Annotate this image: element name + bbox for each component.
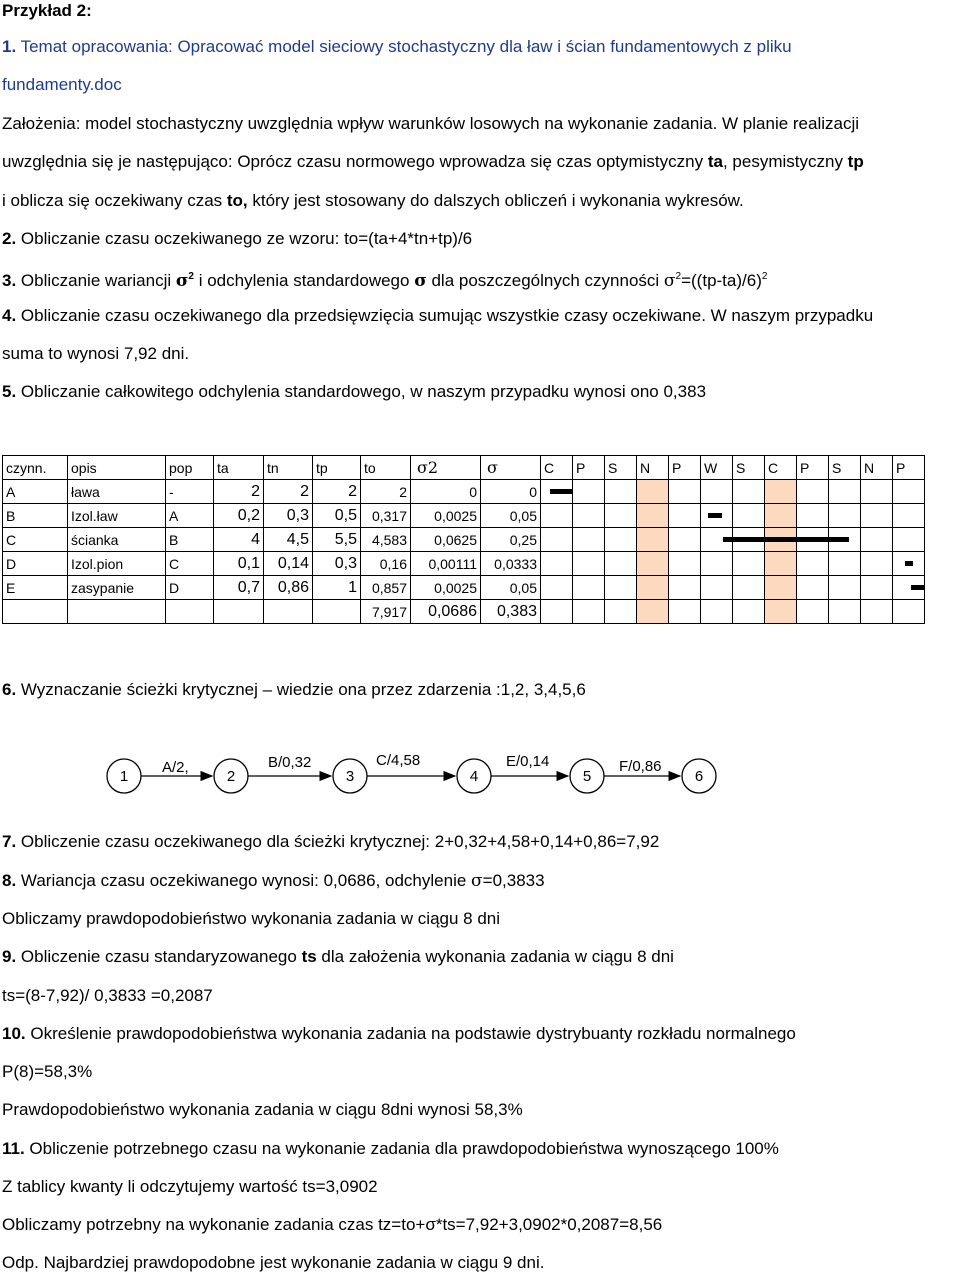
table-row: A ława - 2 2 2 2 0 0	[3, 480, 925, 504]
event-node-label: 5	[582, 768, 592, 785]
probability-intro: Obliczamy prawdopodobieństwo wykonania zadania w ciągu 8 dni	[2, 909, 501, 928]
section-8: 8. Wariancja czasu oczekiwanego wynosi: 0,0686, odchylenie σ=0,3833	[2, 871, 545, 891]
event-node-label: 4	[469, 768, 479, 785]
table-header-row: czynn. opis pop ta tn tp to σ2 σ C P S N P W S C P S N P	[3, 456, 925, 480]
assumptions-line-2: uwzględnia się je następująco: Oprócz czasu normowego wprowadza się czas optymistyczny ta, pesymistyczny tp	[2, 152, 864, 171]
activity-label: C/4,58	[376, 752, 421, 769]
quantile-line: Z tablicy kwanty li odczytujemy wartość ts=3,0902	[2, 1177, 378, 1196]
activity-label: A/2,	[162, 759, 189, 776]
table-row: E zasypanie D 0,7 0,86 1 0,857 0,0025 0,05	[3, 576, 925, 600]
doc-title: Przykład 2:	[2, 1, 92, 20]
section-4: 4. Obliczanie czasu oczekiwanego dla przedsięwzięcia sumując wszystkie czasy oczekiwane. W naszym przypadku	[2, 306, 874, 325]
section-4-cont: suma to wynosi 7,92 dni.	[2, 344, 190, 363]
ts-formula: ts=(8-7,92)/ 0,3833 =0,2087	[2, 986, 213, 1005]
table-row: B Izol.ław A 0,2 0,3 0,5 0,317 0,0025 0,05	[3, 504, 925, 528]
event-node-label: 3	[345, 768, 355, 785]
probability-statement: Prawdopodobieństwo wykonania zadania w ciągu 8dni wynosi 58,3%	[2, 1100, 523, 1119]
event-node-label: 2	[226, 768, 236, 785]
required-time-line: Obliczamy potrzebny na wykonanie zadania czas tz=to+σ*ts=7,92+3,0902*0,2087=8,56	[2, 1215, 663, 1234]
gantt-bar-b	[708, 513, 722, 518]
section-10: 10. Określenie prawdopodobieństwa wykonania zadania na podstawie dystrybuanty rozkładu normalnego	[2, 1024, 796, 1043]
event-node-label: 6	[694, 768, 704, 785]
section-3: 3. Obliczanie wariancji $\sigma^2$ i odchylenia standardowego σ dla poszczególnych czynności $\sigma^2=((tp-ta)/6)^2$	[2, 271, 768, 291]
gantt-bar-d	[905, 561, 913, 566]
table-totals-row: 7,917 0,0686 0,383	[3, 600, 925, 624]
probability-value: P(8)=58,3%	[2, 1062, 93, 1081]
table-row: D Izol.pion C 0,1 0,14 0,3 0,16 0,00111 0,0333	[3, 552, 925, 576]
activity-label: B/0,32	[268, 754, 312, 771]
network-diagram	[0, 736, 960, 806]
schedule-table	[2, 455, 925, 624]
section-7: 7. Obliczenie czasu oczekiwanego dla ścieżki krytycznej: 2+0,32+4,58+0,14+0,86=7,92	[2, 832, 660, 851]
activity-label: E/0,14	[506, 753, 550, 770]
event-node-label: 1	[119, 768, 129, 785]
section-1-cont: fundamenty.doc	[2, 75, 122, 94]
assumptions-line-3: i oblicza się oczekiwany czas to, który jest stosowany do dalszych obliczeń i wykonania wykresów.	[2, 191, 744, 210]
section-11: 11. Obliczenie potrzebnego czasu na wykonanie zadania dla prawdopodobieństwa wynoszącego 100%	[2, 1139, 779, 1158]
section-1	[2, 36, 792, 58]
gantt-bar-a	[550, 489, 573, 494]
section-2: 2. Obliczanie czasu oczekiwanego ze wzoru: to=(ta+4*tn+tp)/6	[2, 229, 473, 248]
gantt-bar-c	[723, 537, 733, 542]
section-9: 9. Obliczenie czasu standaryzowanego ts dla założenia wykonania zadania w ciągu 8 dni	[2, 947, 674, 966]
answer-line: Odp. Najbardziej prawdopodobne jest wykonanie zadania w ciągu 9 dni.	[2, 1253, 545, 1272]
section-6: 6. Wyznaczanie ścieżki krytycznej – wiedzie ona przez zdarzenia :1,2, 3,4,5,6	[2, 680, 586, 699]
assumptions-line-1: Założenia: model stochastyczny uwzględnia wpływ warunków losowych na wykonanie zadania. W planie realizacji	[2, 114, 860, 133]
section-text: Temat opracowania: Opracować model sieciowy stochastyczny dla ław i ścian fundamentowych z pliku	[16, 37, 792, 56]
gantt-bar-e	[911, 585, 925, 590]
table-row: C ścianka B 4 4,5 5,5 4,583 0,0625 0,25	[3, 528, 925, 552]
activity-label: F/0,86	[619, 758, 662, 775]
section-number: 1.	[2, 37, 17, 56]
section-5: 5. Obliczanie całkowitego odchylenia standardowego, w naszym przypadku wynosi ono 0,383	[2, 382, 707, 401]
